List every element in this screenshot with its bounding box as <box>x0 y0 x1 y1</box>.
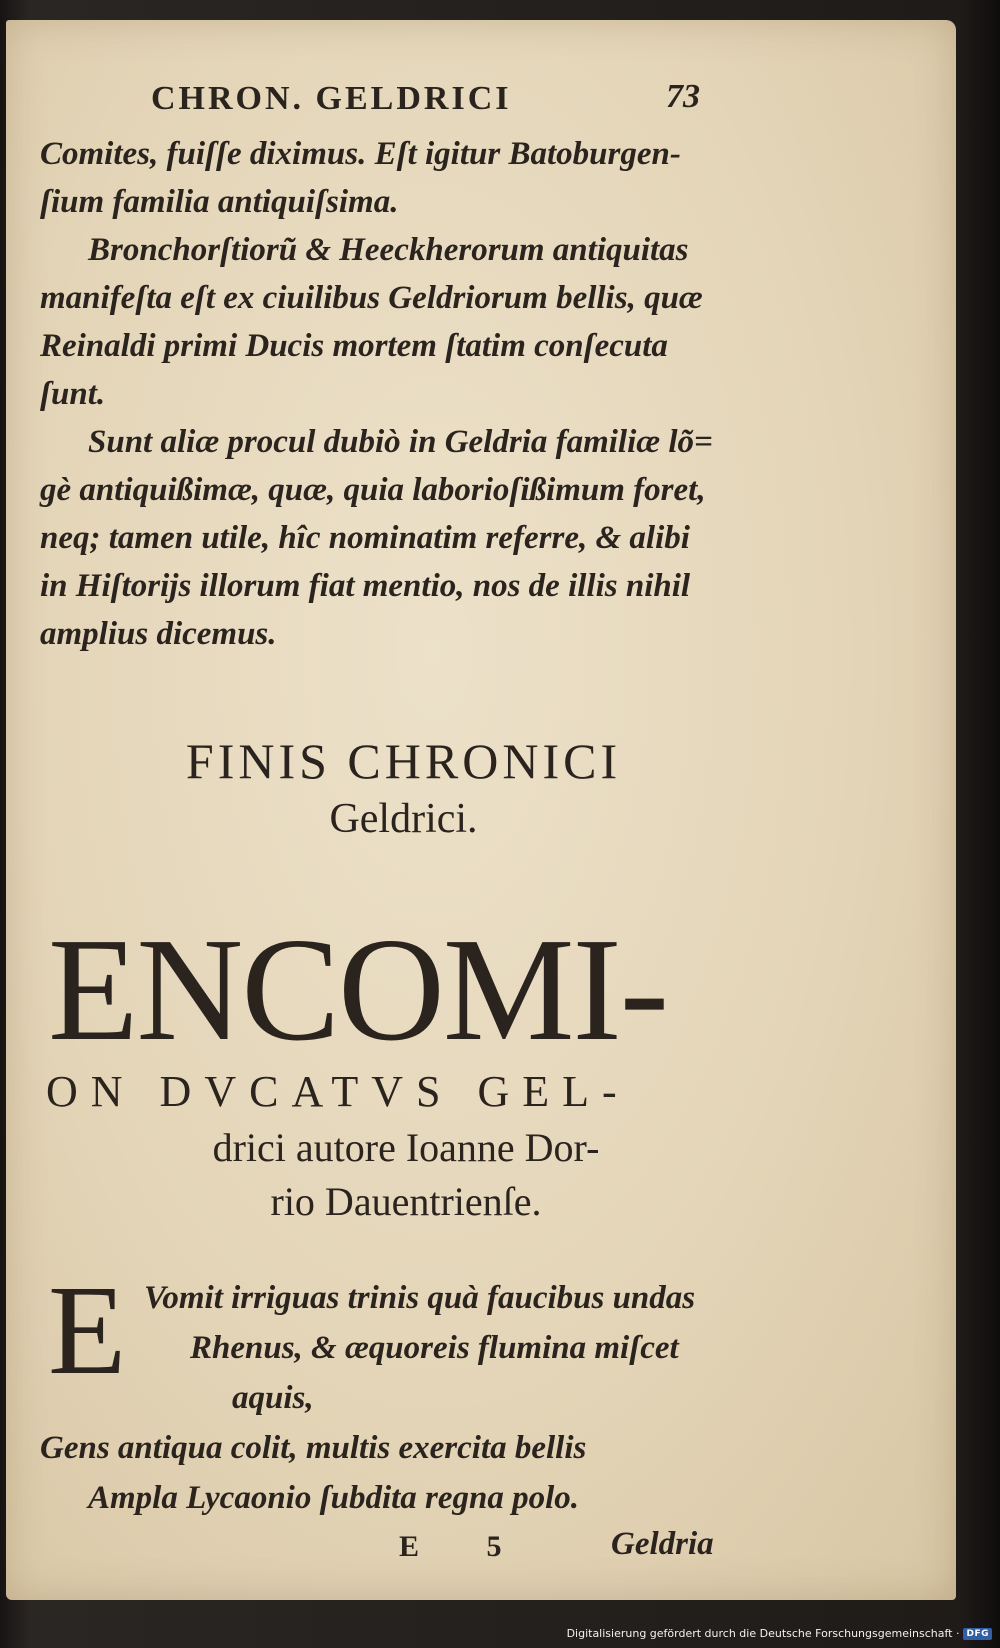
drop-cap-initial: E <box>48 1259 127 1401</box>
catchword: Geldria <box>611 1526 714 1562</box>
encomium-author-line-1: drici autore Ioanne Dor- <box>212 1125 600 1170</box>
poem-line: Vomit irriguas trinis quà faucibus undas <box>144 1280 696 1316</box>
encomium-heading: ENCOMI- <box>48 908 668 1072</box>
running-head: CHRON. GELDRICI <box>151 80 512 117</box>
poem-line: Gens antiqua colit, multis exercita bellis <box>40 1430 587 1466</box>
body-line: Comites, fuiſſe diximus. Eſt igitur Batoburgen- <box>40 136 681 172</box>
body-line: ſunt. <box>40 376 106 412</box>
book-page <box>6 20 956 1600</box>
signature-mark: E 5 <box>399 1530 532 1563</box>
body-line: in Hiſtorijs illorum fiat mentio, nos de illis nihil <box>40 568 691 604</box>
encomium-heading-line-2: ON DVCATVS GEL- <box>46 1067 630 1116</box>
digitization-credit <box>567 1627 992 1640</box>
body-line: gè antiquißimæ, quæ, quia laborioſißimum foret, <box>40 472 706 508</box>
body-line: neq; tamen utile, hîc nominatim referre, & alibi <box>40 520 690 556</box>
dfg-logo-icon: DFG <box>963 1628 992 1640</box>
body-line: manifeſta eſt ex ciuilibus Geldriorum bellis, quæ <box>40 280 703 316</box>
encomium-author-line-2: rio Dauentrienſe. <box>270 1179 542 1224</box>
body-line: ſium familia antiquiſsima. <box>40 184 399 220</box>
finis-subtitle: Geldrici. <box>329 796 478 842</box>
body-line: Bronchorſtiorũ & Heeckherorum antiquitas <box>88 232 689 268</box>
poem-line: Rhenus, & æquoreis flumina miſcet <box>190 1330 679 1366</box>
credit-text: Digitalisierung gefördert durch die Deutsche Forschungsgemeinschaft · <box>566 1627 960 1640</box>
poem-line: aquis, <box>232 1380 314 1416</box>
body-line: Reinaldi primi Ducis mortem ſtatim conſecuta <box>40 328 668 364</box>
body-line: Sunt aliæ procul dubiò in Geldria familiæ lõ= <box>88 424 713 460</box>
body-line: amplius dicemus. <box>40 616 277 652</box>
poem-line: Ampla Lycaonio ſubdita regna polo. <box>88 1480 580 1516</box>
page-number: 73 <box>666 78 700 115</box>
finis-title: FINIS CHRONICI <box>185 733 622 789</box>
